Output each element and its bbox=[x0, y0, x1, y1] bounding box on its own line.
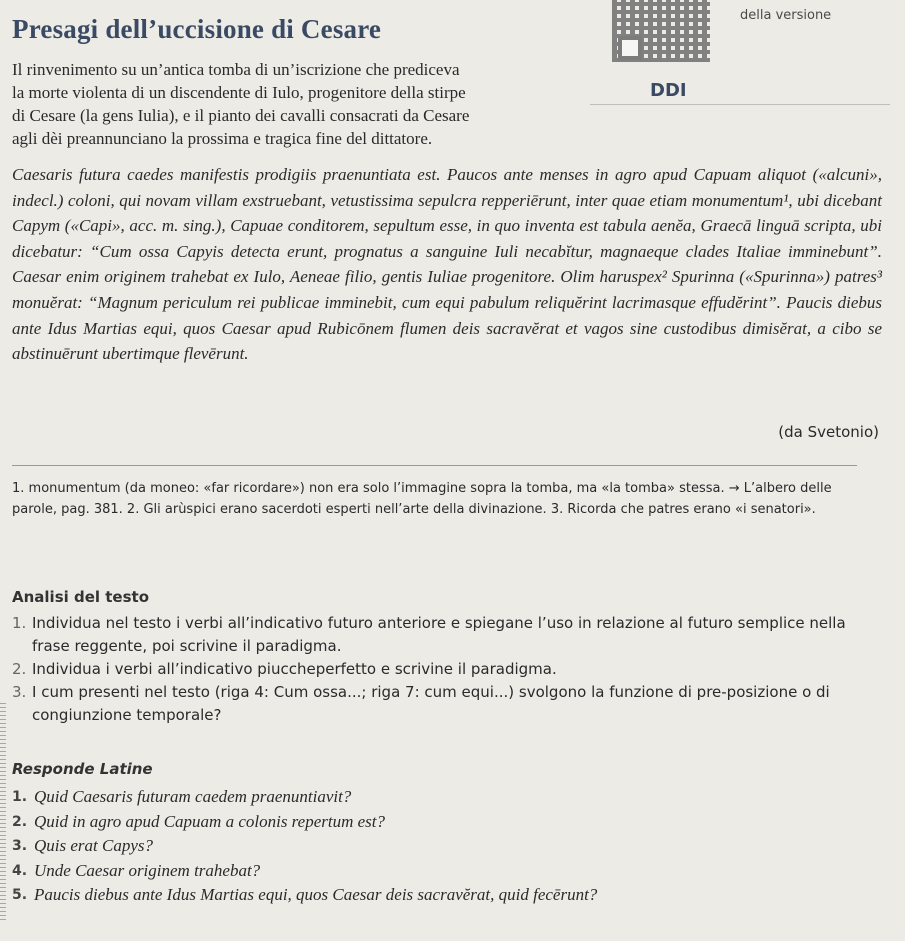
intro-line: la morte violenta di un discendente di Iulo, progenitore della stirpe bbox=[12, 83, 466, 102]
list-item bbox=[12, 810, 874, 835]
item-text: Paucis diebus ante Idus Martias equi, quos Caesar deis sacravĕrat, quid fecērunt? bbox=[34, 885, 598, 904]
analisi-title: Analisi del testo bbox=[12, 588, 150, 606]
page-edge-marks bbox=[0, 700, 6, 920]
list-item bbox=[12, 658, 874, 681]
intro-paragraph bbox=[12, 58, 592, 150]
page-title: Presagi dell’uccisione di Cesare bbox=[12, 14, 382, 44]
risponde-list bbox=[12, 785, 874, 908]
notes-divider bbox=[12, 465, 857, 466]
item-number: 3. bbox=[12, 838, 28, 854]
list-item bbox=[12, 859, 874, 884]
item-text: Quid in agro apud Capuam a colonis repertum est? bbox=[34, 811, 386, 831]
item-number: 4. bbox=[12, 862, 28, 879]
item-text: Individua nel testo i verbi all’indicativo futuro anteriore e spiegane l’uso in relazione al futuro semplice nella frase reggente, poi scrivine il paradigma. bbox=[32, 614, 846, 655]
list-item bbox=[12, 612, 874, 658]
item-number: 2. bbox=[12, 813, 28, 830]
list-item bbox=[12, 834, 874, 859]
item-text: Unde Caesar originem trahebat? bbox=[34, 860, 261, 880]
intro-line: Il rinvenimento su un’antica tomba di un’iscrizione che prediceva bbox=[12, 60, 460, 79]
item-text: Individua i verbi all’indicativo piuccheperfetto e scrivine il paradigma. bbox=[32, 660, 557, 678]
list-item bbox=[12, 883, 874, 908]
item-number: 2. bbox=[12, 660, 27, 678]
item-number: 3. bbox=[12, 683, 27, 701]
qr-corner-marker bbox=[618, 36, 642, 60]
qr-code-icon[interactable] bbox=[612, 0, 710, 62]
intro-line: di Cesare (la gens Iulia), e il pianto dei cavalli consacrati da Cesare bbox=[12, 106, 470, 125]
version-label: della versione bbox=[740, 8, 832, 23]
header-divider bbox=[590, 104, 890, 105]
item-text: Quid Caesaris futuram caedem praenuntiavit? bbox=[34, 787, 352, 806]
item-number: 1. bbox=[12, 614, 27, 632]
analisi-list bbox=[12, 612, 874, 727]
item-text: I cum presenti nel testo (riga 4: Cum ossa...; riga 7: cum equi...) svolgono la funzione di pre-posizione o di congiunzione temporale? bbox=[32, 683, 830, 724]
footnotes: 1. monumentum (da moneo: «far ricordare») non era solo l’immagine sopra la tomba, ma «la tomba» stessa. → L’albero delle parole, pag. 381. 2. Gli arùspici erano sacerdoti esperti nell’arte della divinazione. 3. Ricorda che patres erano «i senatori». bbox=[12, 481, 832, 517]
item-text: Quis erat Capys? bbox=[34, 836, 153, 855]
item-number: 5. bbox=[12, 887, 28, 903]
latin-passage: Caesaris futura caedes manifestis prodigiis praenuntiata est. Paucos ante menses in agro apud Capuam aliquot («alcuni», indecl.) coloni, qui novam villam exstruebant, vetustissima sepulcra repperiērunt, inter quae etiam monumentum¹, ubi dicebant Capym («Capi», acc. m. sing.), Capuae conditorem, sepultum esse, in quo inventa est tabula aenĕa, Graecā linguā scripta, ubi dicebatur: “Cum ossa Capyis detecta erunt, prognatus a sanguine Iuli necabĭtur, magnaeque clades Italiae imminebunt”. Caesar enim originem trahebat ex Iulo, Aeneae filio, gentis Iuliae progenitore. Olim haruspex² Spurinna («Spurinna») patres³ monuĕrat: “Magnum periculum rei publicae imminebit, cum equi pabulum reliquĕrint lacrimasque effudĕrint”. Paucis diebus ante Idus Martias equi, quos Caesar apud Rubicōnem flumen deis sacravĕrat et vagos sine custodibus dimisĕrat, a cibo se abstinuērunt ubertimque flevērunt. bbox=[12, 165, 882, 364]
ddi-badge[interactable]: DDI bbox=[650, 80, 687, 101]
item-number: 1. bbox=[12, 789, 28, 805]
risponde-title: Responde Latine bbox=[12, 760, 153, 778]
intro-line: agli dèi preannunciano la prossima e tragica fine del dittatore. bbox=[12, 129, 433, 148]
list-item bbox=[12, 785, 874, 810]
list-item bbox=[12, 681, 874, 727]
source-attribution: (da Svetonio) bbox=[778, 423, 879, 441]
